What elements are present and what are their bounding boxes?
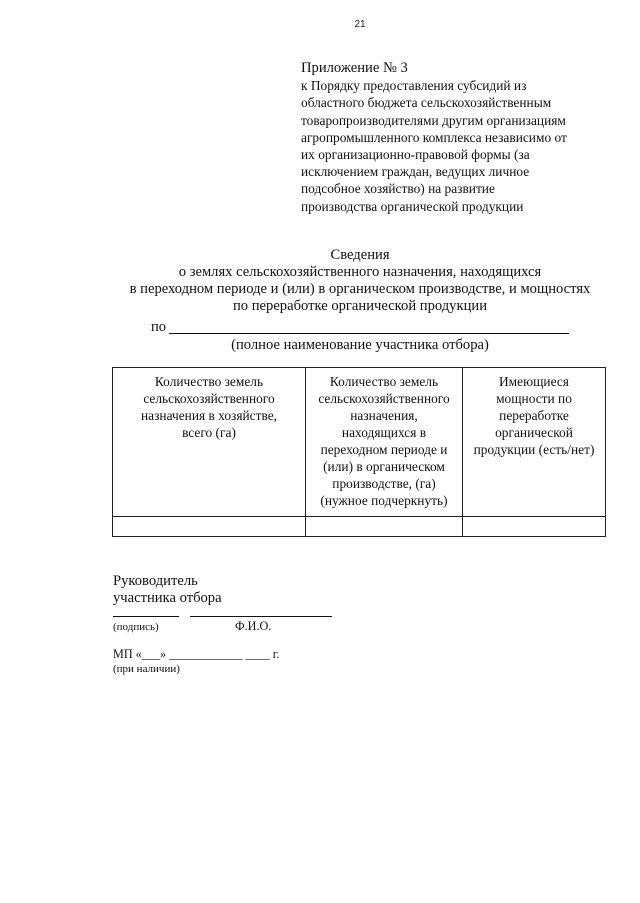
info-table — [112, 367, 606, 537]
document-title — [100, 247, 620, 315]
recipient-name-field[interactable] — [169, 333, 569, 334]
table-cell-transition-land[interactable] — [306, 517, 463, 537]
header-cell-transition-land: Количество земель сельскохозяйственного назначения, находящихся в переходном периоде и (или) в органическом производстве, (га) (нужное подчеркнуть) — [306, 368, 463, 517]
signer-role-line2: участника отбора — [113, 590, 222, 606]
appendix-line: агропромышленного комплекса независимо от — [301, 129, 567, 145]
table-cell-total-land[interactable] — [113, 517, 306, 537]
appendix-line: подсобное хозяйство) на развитие — [301, 181, 495, 197]
table-header-row — [113, 368, 606, 517]
signature-label: (подпись) — [113, 621, 159, 633]
appendix-line: их организационно-правовой формы (за — [301, 147, 530, 163]
title-line: в переходном периоде и (или) в органическом производстве, и мощностях — [129, 281, 591, 297]
title-line: о землях сельскохозяйственного назначения, находящихся — [178, 264, 542, 280]
full-name-label: Ф.И.О. — [235, 619, 272, 633]
stamp-date-line: МП «___» ____________ ____ г. — [113, 647, 280, 661]
appendix-block — [301, 60, 621, 215]
stamp-note: (при наличии) — [113, 663, 180, 675]
table-cell-processing-capacity[interactable] — [463, 517, 606, 537]
appendix-line: к Порядку предоставления субсидий из — [301, 78, 527, 94]
signature-field[interactable] — [113, 616, 179, 617]
page-number: 21 — [354, 19, 366, 30]
appendix-line: производства органической продукции — [301, 198, 524, 214]
header-cell-total-land: Количество земель сельскохозяйственного назначения в хозяйстве, всего (га) — [113, 368, 306, 517]
table-row — [113, 517, 606, 537]
appendix-line: исключением граждан, ведущих личное — [301, 164, 530, 180]
appendix-line: областного бюджета сельскохозяйственным — [301, 95, 552, 111]
header-cell-processing-capacity: Имеющиеся мощности по переработке органической продукции (есть/нет) — [463, 368, 606, 517]
full-name-field[interactable] — [190, 616, 332, 617]
title-line: по переработке органической продукции — [232, 298, 487, 314]
appendix-heading: Приложение № 3 — [301, 60, 408, 76]
recipient-caption: (полное наименование участника отбора) — [231, 337, 489, 353]
recipient-line — [151, 319, 591, 337]
signature-block — [113, 573, 373, 607]
signer-role-line1: Руководитель — [113, 573, 198, 589]
appendix-line: товаропроизводителями другим организациям — [301, 112, 566, 128]
recipient-prefix: по — [151, 319, 167, 335]
title-heading: Сведения — [330, 247, 390, 263]
